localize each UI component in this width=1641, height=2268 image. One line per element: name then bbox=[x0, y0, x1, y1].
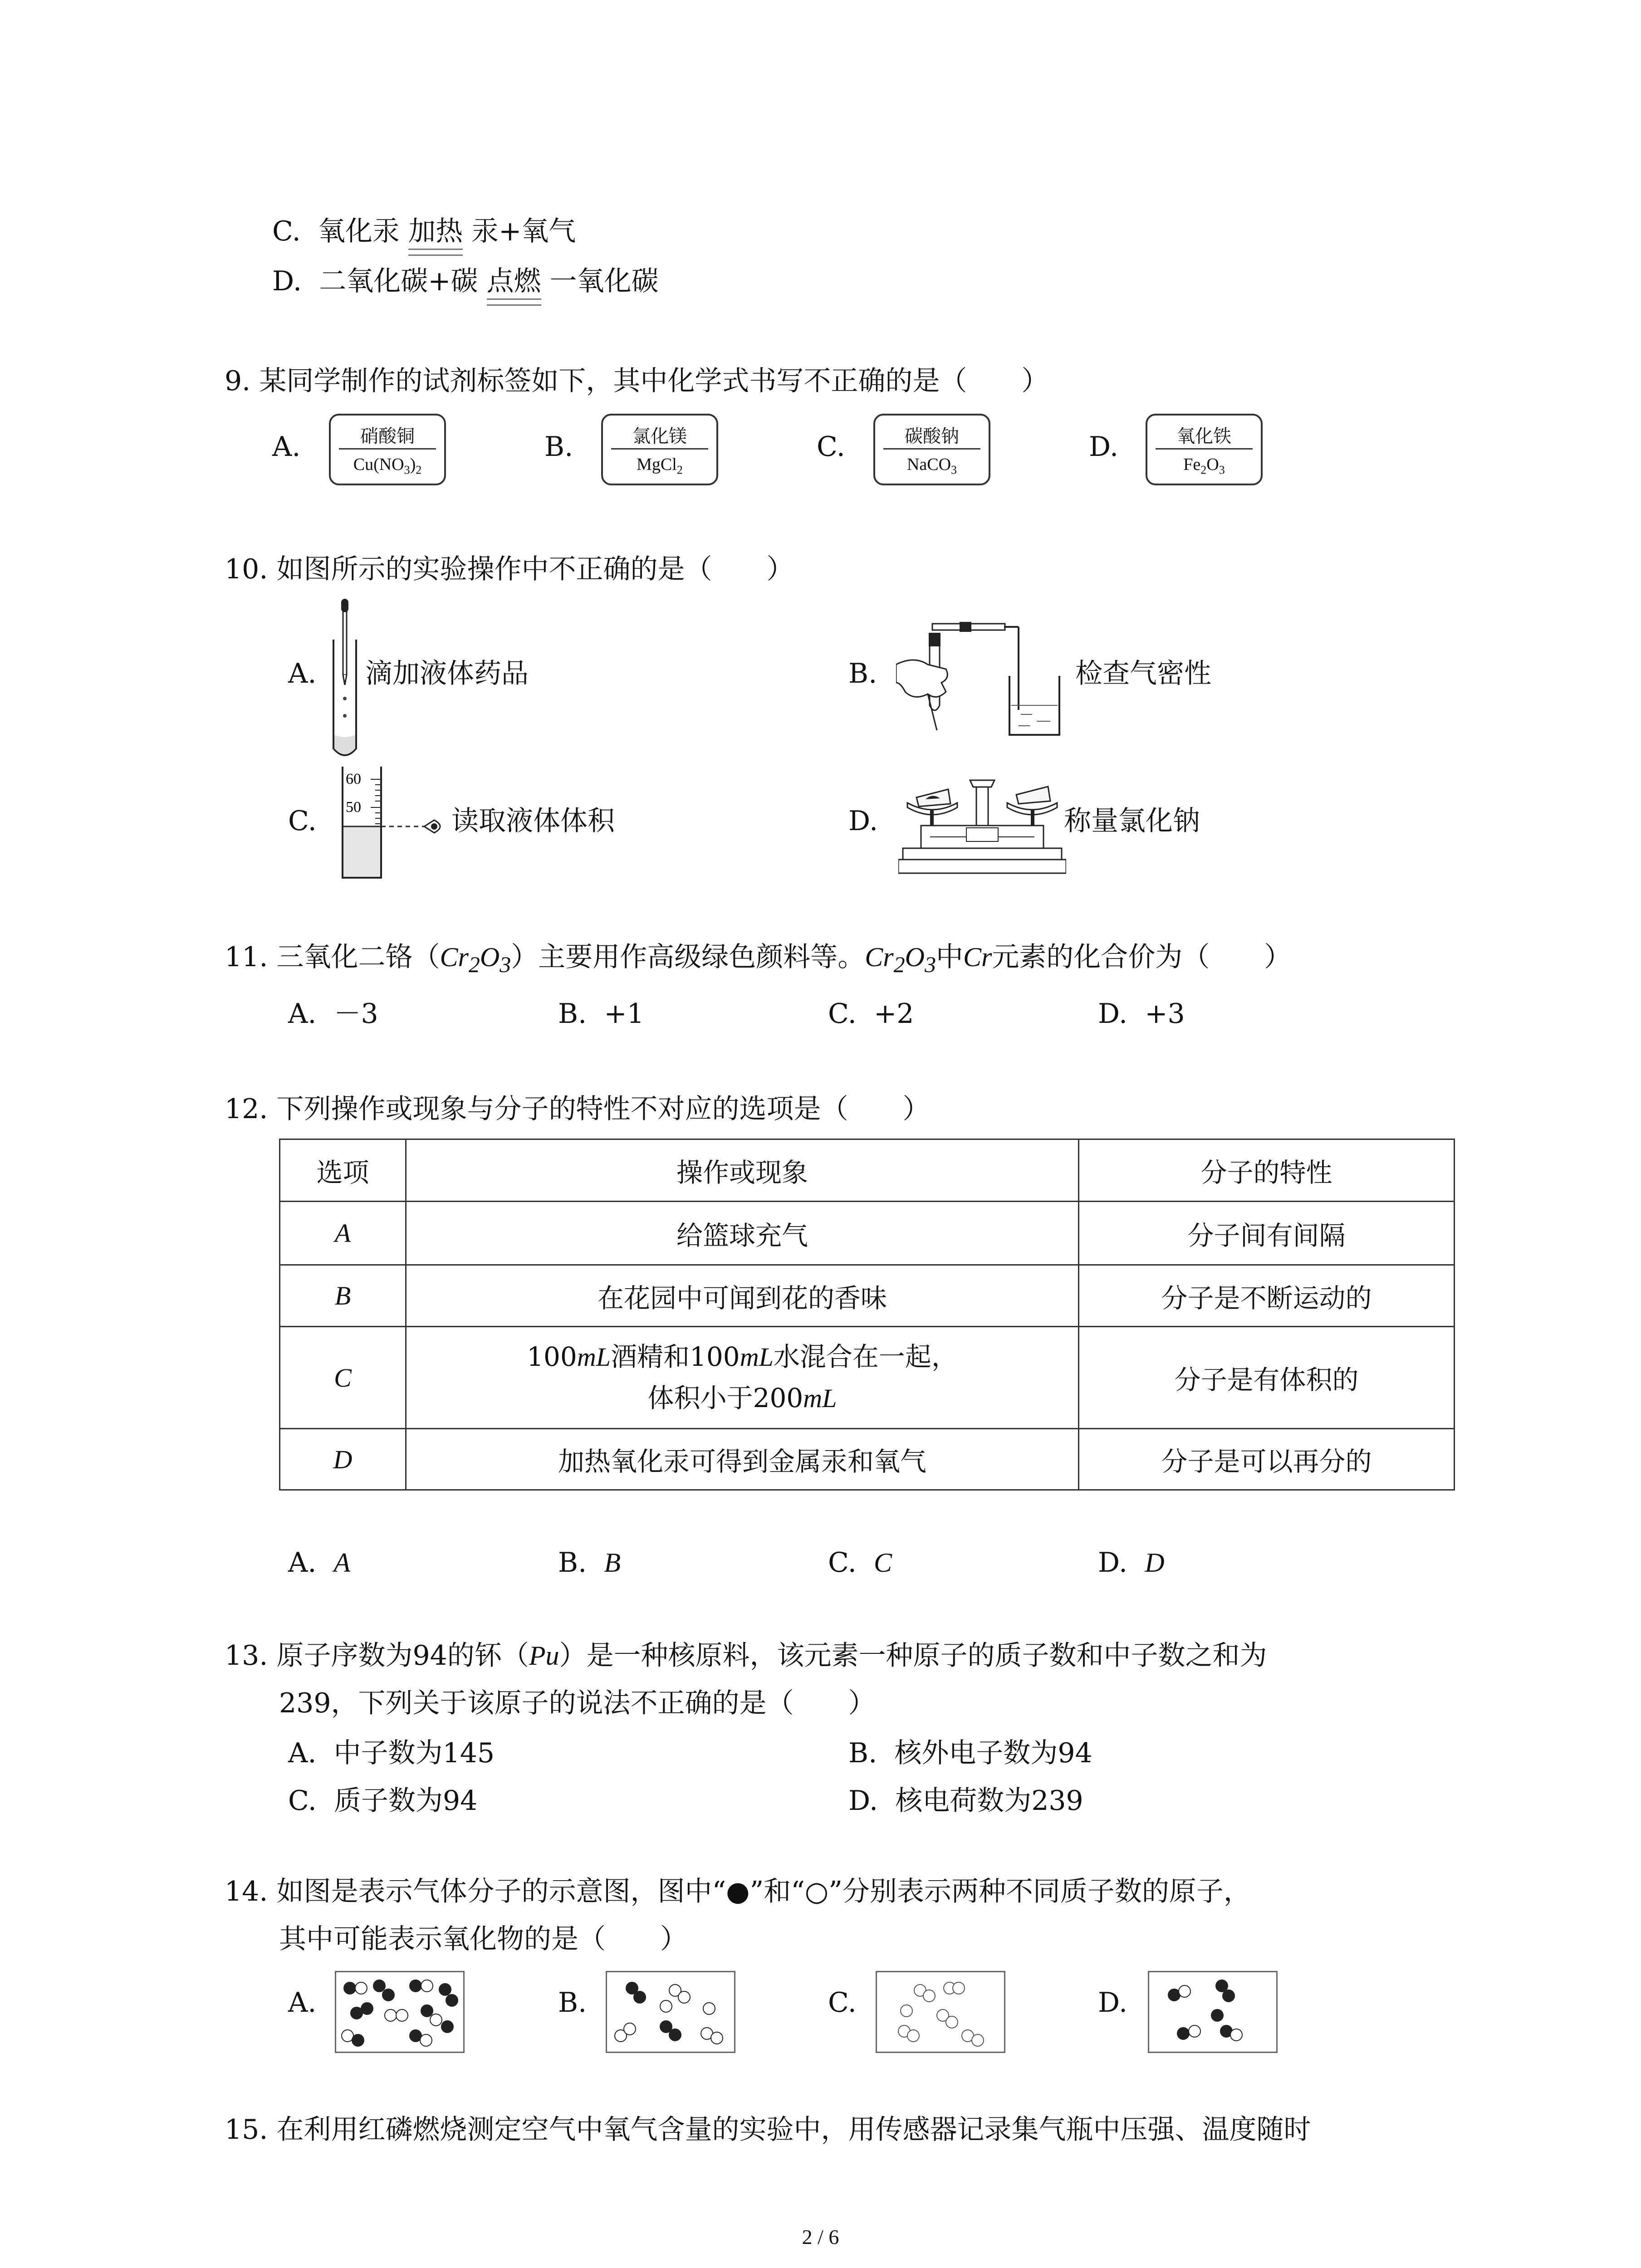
q12-answer-c: C. C bbox=[828, 1547, 892, 1579]
q14-stem-line1: 14. 如图是表示气体分子的示意图，图中“●”和“○”分别表示两种不同质子数的原子， bbox=[225, 1876, 1251, 1907]
q9-option-d-letter: D. bbox=[1089, 431, 1119, 463]
q10-option-d-text: 称量氯化钠 bbox=[1064, 805, 1200, 837]
q9-formula-d: $Fe_2O_3$ bbox=[1183, 455, 1225, 477]
gas-tightness-check-image bbox=[896, 615, 1073, 742]
q11-option-b: B. +1 bbox=[558, 998, 644, 1030]
q9-formula-c: NaCO$_3$ bbox=[906, 455, 957, 477]
q14-stem-line2: 其中可能表示氧化物的是（ ） bbox=[279, 1923, 687, 1955]
q11-option-d: D. +3 bbox=[1098, 998, 1185, 1030]
table-row: A 给篮球充气 分子间有间隔 bbox=[280, 1202, 1455, 1265]
q9-formula-a: $Cu(NO_3)_2$ bbox=[353, 455, 422, 477]
table-row: B 在花园中可闻到花的香味 分子是不断运动的 bbox=[280, 1265, 1455, 1327]
formula-cr2o3: $Cr_2O_3$ bbox=[440, 942, 511, 977]
q12-stem: 12. 下列操作或现象与分子的特性不对应的选项是（ ） bbox=[225, 1093, 930, 1125]
q13-stem-line2: 239，下列关于该原子的说法不正确的是（ ） bbox=[279, 1687, 876, 1719]
q10-option-a-letter: A. bbox=[288, 658, 317, 689]
q13-option-c: C. 质子数为94 bbox=[288, 1785, 478, 1817]
q12-table bbox=[279, 1139, 1455, 1491]
q11-option-a: A. －3 bbox=[288, 998, 378, 1030]
q14-box-d bbox=[1148, 1971, 1278, 2053]
q12-answer-d: D. D bbox=[1098, 1547, 1165, 1579]
molecule-diagram-c bbox=[877, 1972, 1004, 2052]
q9-label-b: 氯化镁 MgCl$_2$ bbox=[601, 414, 718, 485]
q14-box-c bbox=[876, 1971, 1005, 2053]
q9-option-a-letter: A. bbox=[272, 431, 301, 463]
condition-ignite: 点燃 bbox=[487, 263, 541, 299]
molecule-diagram-b bbox=[607, 1972, 734, 2052]
q9-option-b-letter: B. bbox=[544, 431, 573, 463]
q10-option-c-letter: C. bbox=[288, 805, 317, 837]
q9-option-c-letter: C. bbox=[817, 431, 845, 463]
q14-box-b bbox=[606, 1971, 735, 2053]
molecule-diagram-a bbox=[336, 1972, 463, 2052]
q9-label-d: 氧化铁 $Fe_2O_3$ bbox=[1146, 414, 1263, 485]
q9-label-c: 碳酸钠 NaCO$_3$ bbox=[873, 414, 990, 485]
q9-formula-b: MgCl$_2$ bbox=[637, 455, 683, 477]
q14-option-b-letter: B. bbox=[558, 1987, 587, 2019]
q14-option-c-letter: C. bbox=[828, 1987, 857, 2019]
q14-option-a-letter: A. bbox=[288, 1987, 317, 2019]
balance-scale-image bbox=[898, 771, 1066, 875]
header-operation: 操作或现象 bbox=[406, 1139, 1079, 1202]
graduated-cylinder-image bbox=[333, 767, 451, 880]
q11-option-c: C. +2 bbox=[828, 998, 914, 1030]
q10-stem: 10. 如图所示的实验操作中不正确的是（ ） bbox=[225, 553, 794, 585]
q10-option-b-text: 检查气密性 bbox=[1075, 658, 1211, 689]
molecule-diagram-d bbox=[1149, 1972, 1276, 2052]
q14-option-d-letter: D. bbox=[1098, 1987, 1128, 2019]
q9-label-a: 硝酸铜 $Cu(NO_3)_2$ bbox=[329, 414, 446, 485]
header-option: 选项 bbox=[280, 1139, 406, 1202]
mark-60: 60 bbox=[346, 771, 361, 787]
header-property: 分子的特性 bbox=[1079, 1139, 1455, 1202]
q13-option-b: B. 核外电子数为94 bbox=[848, 1737, 1092, 1769]
q12-answer-a: A. A bbox=[288, 1547, 351, 1579]
q8-option-c: C. 氧化汞 加热 汞+氧气 bbox=[272, 213, 576, 249]
table-row: D 加热氧化汞可得到金属汞和氧气 分子是可以再分的 bbox=[280, 1429, 1455, 1490]
q13-stem-line1: 13. 原子序数为94的钚（Pu）是一种核原料，该元素一种原子的质子数和中子数之和为 bbox=[225, 1640, 1267, 1672]
page-number: 2 / 6 bbox=[802, 2225, 839, 2248]
q13-option-d: D. 核电荷数为239 bbox=[848, 1785, 1083, 1817]
formula-cr2o3-2: $Cr_2O_3$ bbox=[865, 942, 936, 977]
q11-stem: 11. 三氧化二铬$(Cr_2O_3)$主要用作高级绿色颜料等。$Cr_2O_3$中Cr元素的化合价为（ ） bbox=[225, 941, 1292, 977]
q12-answer-b: B. B bbox=[558, 1547, 621, 1579]
q9-stem: 9. 某同学制作的试剂标签如下，其中化学式书写不正确的是（ ） bbox=[225, 365, 1049, 397]
q14-box-a bbox=[335, 1971, 465, 2053]
q8-option-d: D. 二氧化碳+碳 点燃 一氧化碳 bbox=[272, 263, 659, 299]
condition-heat: 加热 bbox=[408, 213, 463, 249]
q10-option-a-text: 滴加液体药品 bbox=[365, 658, 529, 689]
table-row: C 100mL酒精和100mL水混合在一起， 体积小于200mL 分子是有体积的 bbox=[280, 1327, 1455, 1429]
mark-50: 50 bbox=[346, 799, 361, 816]
q13-option-a: A. 中子数为145 bbox=[288, 1737, 495, 1769]
q10-option-b-letter: B. bbox=[848, 658, 877, 689]
q10-option-c-text: 读取液体体积 bbox=[451, 805, 615, 837]
q15-stem-line1: 15. 在利用红磷燃烧测定空气中氧气含量的实验中，用传感器记录集气瓶中压强、温度随时 bbox=[225, 2114, 1311, 2146]
q10-option-d-letter: D. bbox=[848, 805, 878, 837]
dropper-test-tube-image bbox=[329, 599, 361, 762]
